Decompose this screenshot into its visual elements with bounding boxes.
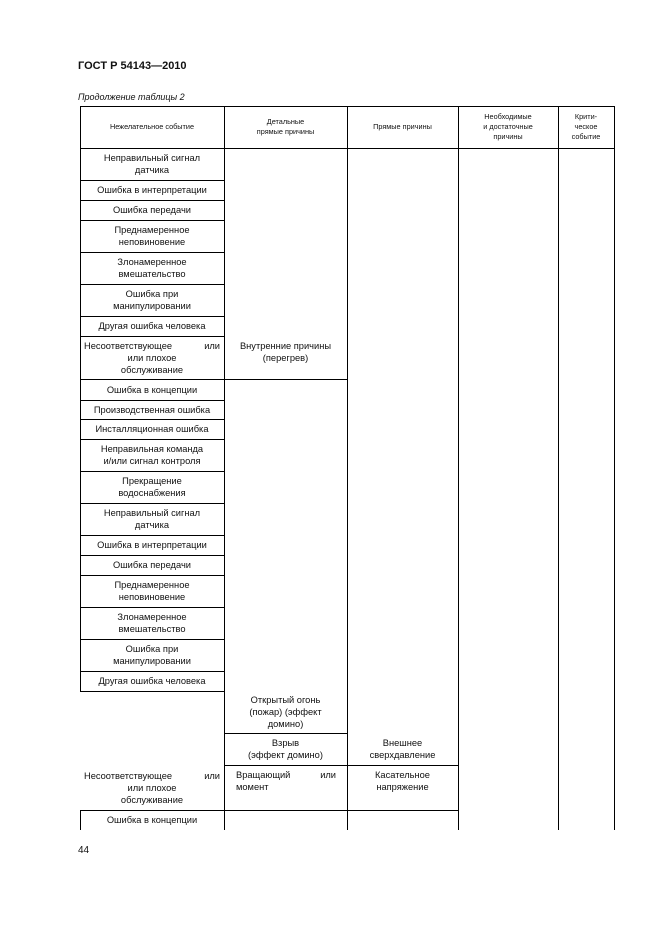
undesired-event-cell: Другая ошибка человека: [98, 676, 206, 686]
undesired-event-cell: Прекращение водоснабжения: [118, 476, 186, 498]
page-number: 44: [78, 845, 90, 856]
detailed-cause-cell: [236, 765, 336, 797]
direct-cause-cell: Касательное напряжение: [375, 770, 430, 792]
undesired-event-cell: [84, 765, 220, 810]
column-header-direct-causes: Прямые причины: [373, 122, 432, 131]
cell-text: или плохое обслуживание: [120, 782, 184, 805]
cell-text: Несоответствующее: [84, 340, 173, 351]
undesired-event-cell: Злонамеренное вмешательство: [117, 257, 187, 279]
cell-text: или плохое обслуживание: [120, 352, 184, 375]
undesired-event-cell: Преднамеренное неповиновение: [114, 225, 190, 247]
cell-text: или: [204, 340, 220, 351]
column-header-necessary-causes: Необходимые и достаточные причины: [483, 112, 533, 141]
direct-cause-cell: Внешнее сверхдавление: [369, 738, 436, 760]
undesired-event-cell: Преднамеренное неповиновение: [114, 580, 190, 602]
undesired-event-cell: Ошибка при манипулировании: [113, 644, 191, 666]
undesired-event-cell: Ошибка передачи: [112, 205, 191, 215]
undesired-event-cell: Ошибка в интерпретации: [97, 185, 207, 195]
undesired-event-cell: Ошибка при манипулировании: [113, 289, 191, 311]
undesired-event-cell: Неправильный сигнал датчика: [103, 508, 201, 530]
cell-text: Вращающий: [236, 770, 291, 780]
cell-text: Несоответствующее: [84, 770, 173, 781]
table-continuation-caption: Продолжение таблицы 2: [78, 92, 185, 102]
undesired-event-cell: [84, 336, 220, 379]
detailed-cause-cell: Открытый огонь (пожар) (эффект домино): [249, 695, 322, 729]
undesired-event-cell: Ошибка в интерпретации: [97, 540, 207, 550]
detailed-cause-cell: Внутренние причины (перегрев): [239, 341, 332, 363]
undesired-event-cell: Другая ошибка человека: [98, 321, 206, 331]
undesired-event-cell: Ошибка передачи: [112, 560, 191, 570]
row-divider: [80, 691, 224, 692]
undesired-event-cell: Производственная ошибка: [93, 404, 211, 415]
undesired-event-cell: Неправильная команда и/или сигнал контроля: [100, 444, 204, 466]
column-header-undesired-event: Нежелательное событие: [109, 122, 195, 131]
cell-text: или: [320, 770, 336, 780]
cell-text: момент: [236, 782, 269, 792]
undesired-event-cell: Неправильный сигнал датчика: [103, 153, 201, 175]
column-header-critical-event: Крити- ческое событие: [571, 112, 601, 141]
undesired-event-cell: Ошибка в концепции: [106, 815, 198, 825]
cell-text: или: [204, 770, 220, 781]
undesired-event-cell: Злонамеренное вмешательство: [117, 612, 187, 634]
document-title: ГОСТ Р 54143—2010: [78, 60, 187, 72]
undesired-event-cell: Ошибка в концепции: [106, 384, 198, 395]
undesired-event-cell: Инсталляционная ошибка: [95, 424, 209, 434]
column-header-detailed-causes: Детальные прямые причины: [256, 117, 315, 136]
detailed-cause-cell: Взрыв (эффект домино): [248, 738, 323, 760]
